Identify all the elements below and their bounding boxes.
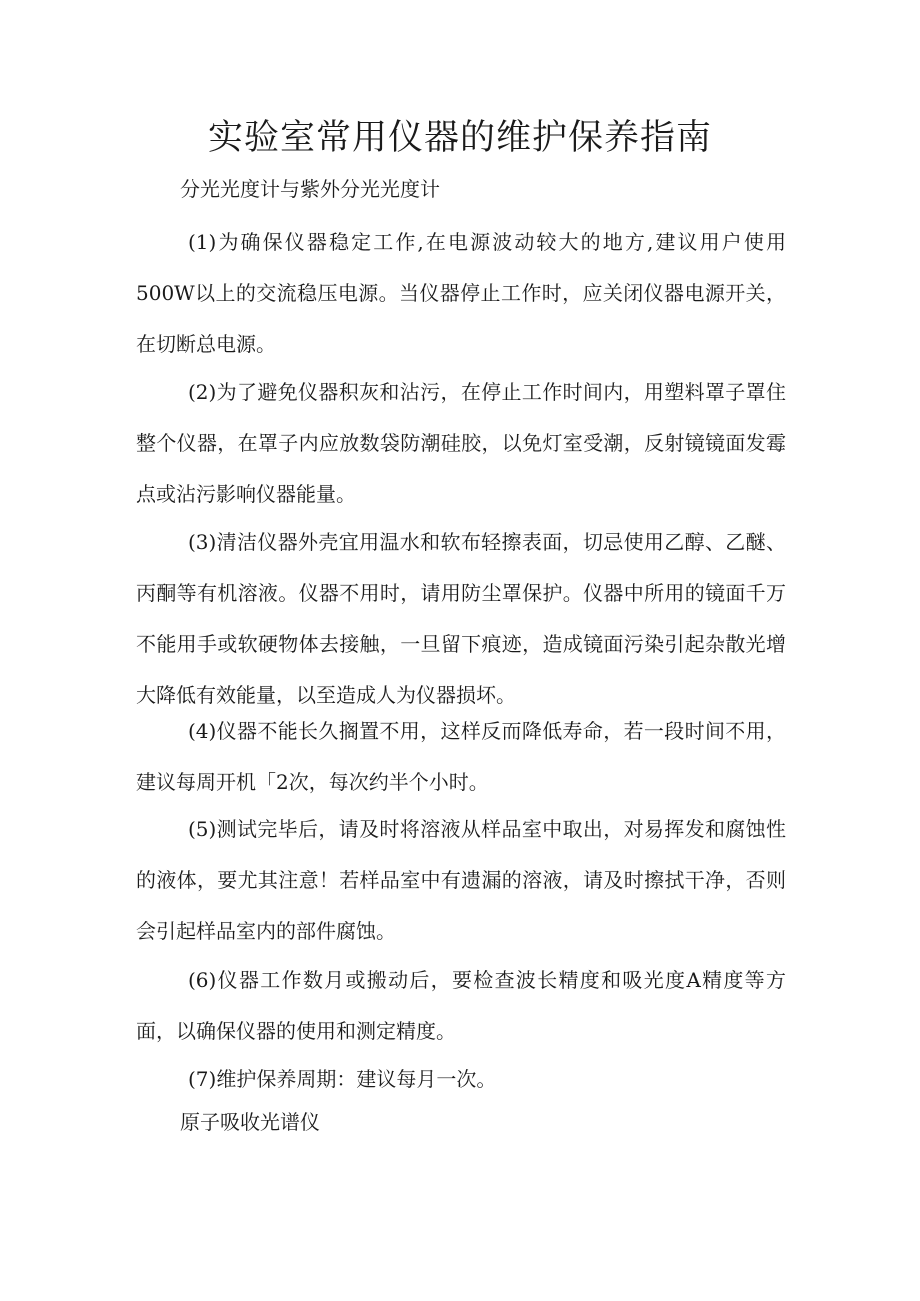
paragraph-item-1: (1)为确保仪器稳定工作,在电源波动较大的地方,建议用户使用500W以上的交流稳压电源。当仪器停止工作时，应关闭仪器电源开关，在切断总电源。 — [136, 230, 786, 356]
section-heading-spectrophotometer: 分光光度计与紫外分光光度计 — [180, 177, 440, 201]
paragraph-item-6: (6)仪器工作数月或搬动后，要检查波长精度和吸光度A精度等方面，以确保仪器的使用和测定精度。 — [136, 968, 786, 1043]
paragraph-item-7: (7)维护保养周期：建议每月一次。 — [188, 1067, 497, 1091]
paragraph-item-4: (4)仪器不能长久搁置不用，这样反而降低寿命，若一段时间不用，建议每周开机「2次，每次约半个小时。 — [136, 719, 786, 794]
paragraph-item-2: (2)为了避免仪器积灰和沾污，在停止工作时间内，用塑料罩子罩住整个仪器，在罩子内应放数袋防潮硅胶，以免灯室受潮，反射镜镜面发霉点或沾污影响仪器能量。 — [136, 380, 786, 506]
page-title: 实验室常用仪器的维护保养指南 — [207, 118, 712, 158]
section-heading-aas: 原子吸收光谱仪 — [180, 1110, 320, 1134]
paragraph-item-5: (5)测试完毕后，请及时将溶液从样品室中取出，对易挥发和腐蚀性的液体，要尤其注意！若样品室中有遗漏的溶液，请及时擦拭干净，否则会引起样品室内的部件腐蚀。 — [136, 817, 786, 943]
paragraph-item-3: (3)清洁仪器外壳宜用温水和软布轻擦表面，切忌使用乙醇、乙醚、丙酮等有机溶液。仪器不用时，请用防尘罩保护。仪器中所用的镜面千万不能用手或软硬物体去接触，一旦留下痕迹，造成镜面污染引起杂散光增大降低有效能量，以至造成人为仪器损坏。 — [136, 530, 786, 707]
